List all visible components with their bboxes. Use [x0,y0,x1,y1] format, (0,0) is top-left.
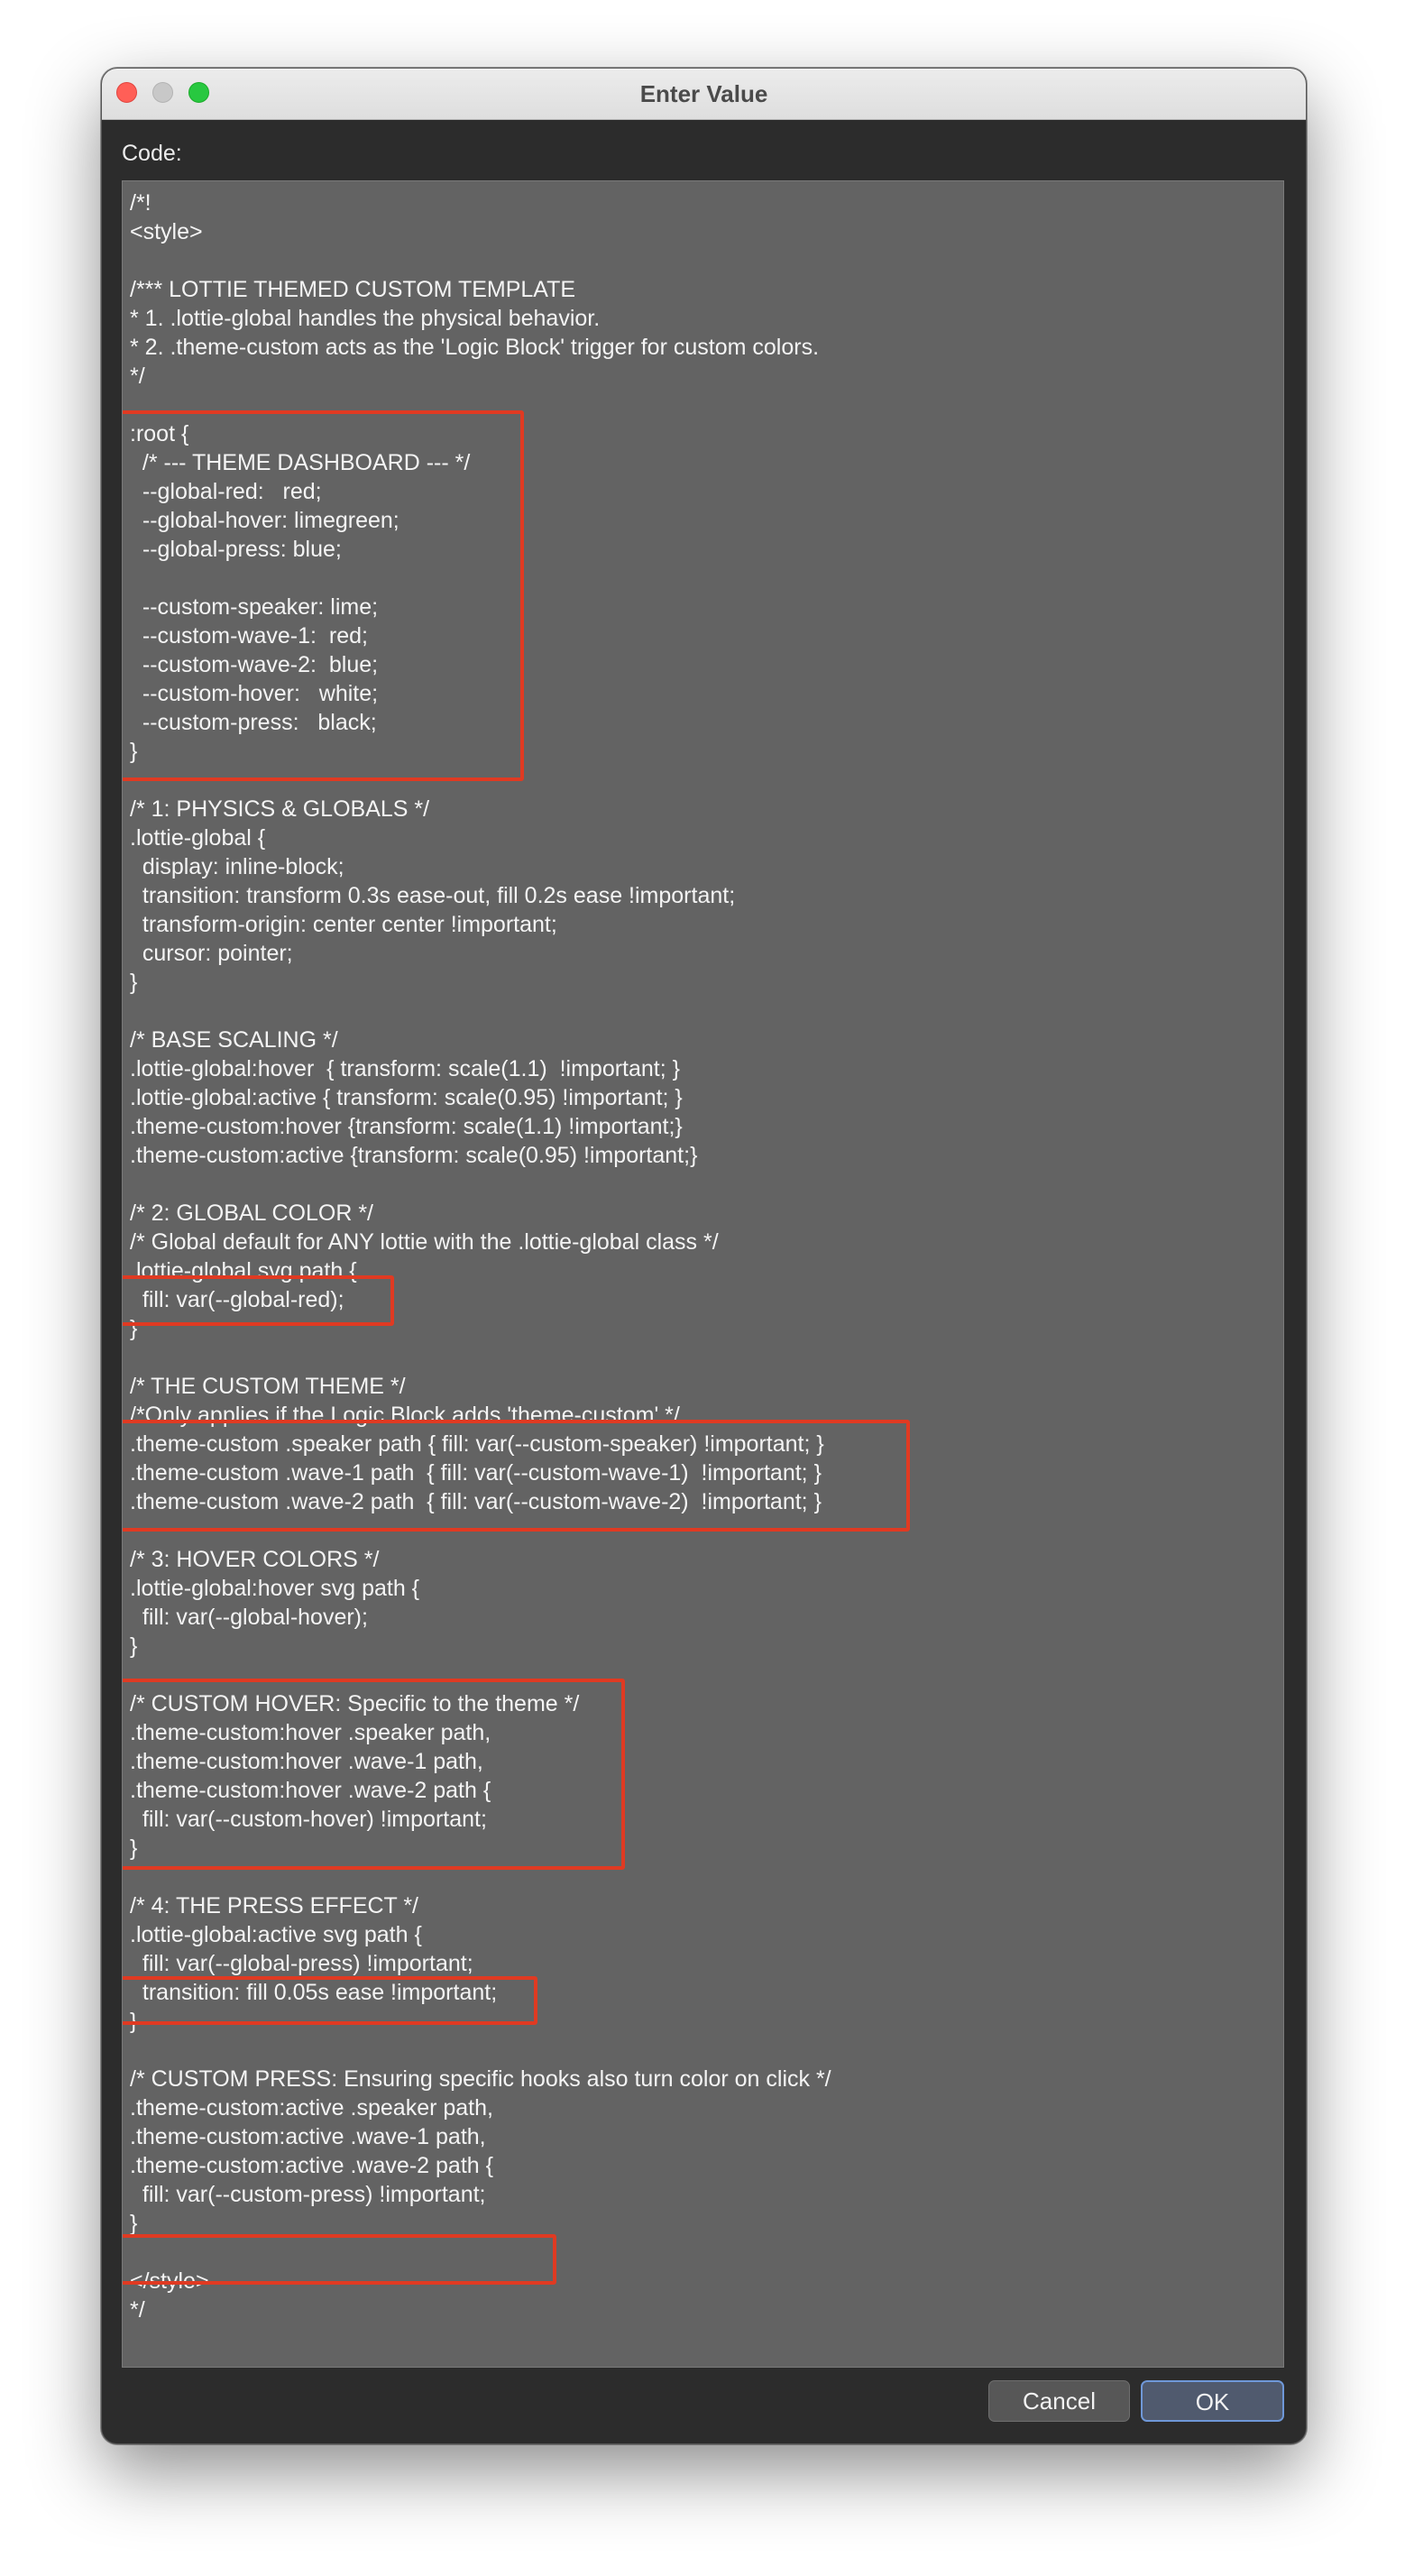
code-line: .theme-custom:hover .wave-1 path, [130,1749,483,1774]
code-line: .lottie-global svg path { [130,1258,357,1283]
code-line: transition: transform 0.3s ease-out, fill 0.2s ease !important; [130,883,736,908]
code-line: fill: var(--custom-hover) !important; [130,1807,487,1832]
code-line: fill: var(--global-press) !important; [130,1951,473,1976]
code-line [130,766,831,795]
code-line: /* 4: THE PRESS EFFECT */ [130,1893,418,1918]
code-line [130,246,831,275]
code-line: .lottie-global:active svg path { [130,1922,422,1947]
code-line: .theme-custom:active .speaker path, [130,2095,493,2121]
code-line [130,564,831,593]
code-line: /*** LOTTIE THEMED CUSTOM TEMPLATE [130,277,576,302]
enter-value-dialog [101,68,1307,2444]
code-line [130,997,831,1026]
code-label: Code: [122,141,182,166]
code-line: /* THE CUSTOM THEME */ [130,1374,406,1399]
code-lines [130,189,831,2324]
cancel-button[interactable]: Cancel [988,2380,1130,2422]
code-line: /* CUSTOM PRESS: Ensuring specific hooks also turn color on click */ [130,2066,831,2092]
code-line: </style> [130,2268,209,2294]
code-line: * 1. .lottie-global handles the physical behavior. [130,306,601,331]
code-line [130,1661,831,1689]
code-line: /*! [130,190,152,216]
code-line: --custom-speaker: lime; [130,594,379,620]
code-line: .lottie-global:active { transform: scale(0.95) !important; } [130,1085,683,1110]
title-bar [102,69,1306,120]
code-line: } [130,1633,138,1659]
code-line: display: inline-block; [130,854,344,879]
code-line: fill: var(--custom-press) !important; [130,2182,486,2207]
code-line: fill: var(--global-red); [130,1287,344,1312]
code-line: } [130,1316,138,1341]
code-line: --global-press: blue; [130,537,342,562]
code-line: .theme-custom:hover {transform: scale(1.1) !important;} [130,1114,683,1139]
code-line: } [130,970,138,995]
code-line: } [130,1835,138,1861]
code-line: .lottie-global { [130,825,266,851]
code-line: .theme-custom .wave-2 path { fill: var(--custom-wave-2) !important; } [130,1489,822,1514]
window-title: Enter Value [639,80,768,107]
code-line: /* Global default for ANY lottie with the .lottie-global class */ [130,1229,719,1255]
code-line [130,1863,831,1891]
code-line: .lottie-global:hover { transform: scale(1.1) !important; } [130,1056,680,1081]
code-line: <style> [130,219,203,244]
code-line: --custom-press: black; [130,710,377,735]
code-line [130,1343,831,1372]
code-line: .theme-custom:hover .wave-2 path { [130,1778,491,1803]
code-line: .theme-custom:active .wave-1 path, [130,2124,486,2149]
code-line: .theme-custom .speaker path { fill: var(--custom-speaker) !important; } [130,1431,824,1457]
code-line: .theme-custom:active {transform: scale(0.95) !important;} [130,1143,698,1168]
code-line: --custom-wave-2: blue; [130,652,379,677]
code-line: /* --- THEME DASHBOARD --- */ [130,450,471,475]
code-line: /* 1: PHYSICS & GLOBALS */ [130,796,430,822]
code-line: transform-origin: center center !important; [130,912,557,937]
code-line: /* BASE SCALING */ [130,1027,338,1053]
code-line: .lottie-global:hover svg path { [130,1576,420,1601]
code-line: cursor: pointer; [130,941,293,966]
code-line: /* 2: GLOBAL COLOR */ [130,1201,374,1226]
code-line [130,2036,831,2065]
code-line: /* 3: HOVER COLORS */ [130,1547,380,1572]
code-line: */ [130,2297,145,2323]
code-line: --custom-wave-1: red; [130,623,368,649]
code-line [130,1170,831,1199]
code-line [130,2238,831,2267]
code-line: /* CUSTOM HOVER: Specific to the theme */ [130,1691,580,1716]
code-line: .theme-custom:active .wave-2 path { [130,2153,493,2178]
code-line: fill: var(--global-hover); [130,1605,368,1630]
code-line: * 2. .theme-custom acts as the 'Logic Block' trigger for custom colors. [130,335,820,360]
code-line: .theme-custom:hover .speaker path, [130,1720,491,1745]
code-editor[interactable] [122,180,1284,2368]
code-line: } [130,2009,138,2034]
code-line: --global-red: red; [130,479,322,504]
code-line [130,1516,831,1545]
code-line: */ [130,363,145,389]
code-line [130,391,831,419]
code-line: --custom-hover: white; [130,681,379,706]
code-line: /*Only applies if the Logic Block adds 'theme-custom' */ [130,1403,680,1428]
ok-button[interactable]: OK [1141,2380,1284,2422]
code-line: --global-hover: limegreen; [130,508,399,533]
code-line: :root { [130,421,189,446]
code-line: transition: fill 0.05s ease !important; [130,1980,498,2005]
code-line: .theme-custom .wave-1 path { fill: var(--custom-wave-1) !important; } [130,1460,822,1486]
code-line: } [130,739,138,764]
code-line: } [130,2211,138,2236]
